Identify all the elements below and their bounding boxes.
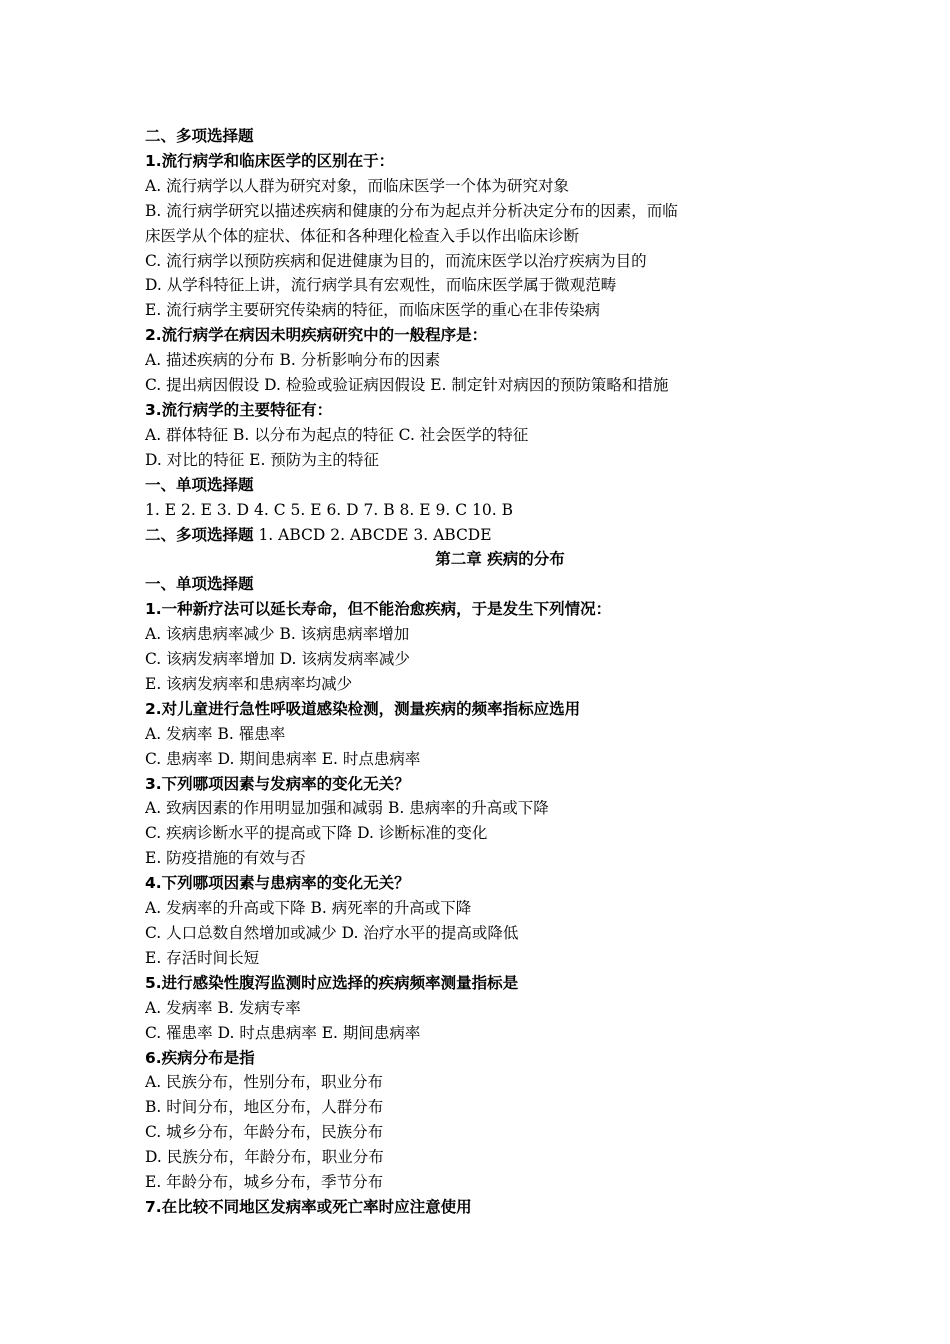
answer-text: 1. ABCD 2. ABCDE 3. ABCDE: [253, 525, 492, 544]
option-line: E. 存活时间长短: [145, 948, 260, 967]
option-line: A. 致病因素的作用明显加强和减弱 B. 患病率的升高或下降: [145, 799, 549, 818]
option-line: B. 时间分布，地区分布，人群分布: [145, 1098, 384, 1117]
question-text: 2.对儿童进行急性呼吸道感染检测，测量疾病的频率指标应选用: [145, 699, 581, 718]
option-line: A. 民族分布，性别分布，职业分布: [145, 1073, 384, 1092]
question-text: 3.下列哪项因素与发病率的变化无关？: [145, 774, 410, 793]
option-line: C. 疾病诊断水平的提高或下降 D. 诊断标准的变化: [145, 824, 488, 843]
option-line: C. 人口总数自然增加或减少 D. 治疗水平的提高或降低: [145, 924, 519, 942]
option-line: E. 该病发病率和患病率均减少: [145, 674, 353, 693]
option-line: 1. E 2. E 3. D 4. C 5. E 6. D 7. B 8. E 9. C 10. B: [145, 500, 513, 519]
option-line: A. 该病患病率减少 B. 该病患病率增加: [145, 625, 410, 644]
option-line: C. 提出病因假设 D. 检验或验证病因假设 E. 制定针对病因的预防策略和措施: [145, 376, 669, 395]
option-line: B. 流行病学研究以描述疾病和健康的分布为起点并分析决定分布的因素，而临: [145, 201, 678, 220]
option-line: A. 发病率 B. 发病专率: [145, 998, 301, 1017]
option-line: C. 流行病学以预防疾病和促进健康为目的，而流床医学以治疗疾病为目的: [145, 251, 647, 270]
question-text: 2.流行病学在病因未明疾病研究中的一般程序是：: [145, 326, 488, 345]
option-line: A. 发病率的升高或下降 B. 病死率的升高或下降: [145, 899, 472, 918]
answer-line: [145, 523, 815, 548]
section-heading: 一、单项选择题: [145, 475, 254, 494]
section-heading: 二、多项选择题: [145, 127, 254, 145]
option-line: D. 民族分布，年龄分布，职业分布: [145, 1148, 384, 1167]
option-line: C. 患病率 D. 期间患病率 E. 时点患病率: [145, 749, 421, 768]
section-heading: 二、多项选择题: [145, 525, 254, 544]
question-text: 6.疾病分布是指: [145, 1048, 255, 1067]
option-line: D. 从学科特征上讲，流行病学具有宏观性，而临床医学属于微观范畴: [145, 276, 617, 295]
option-line: A. 群体特征 B. 以分布为起点的特征 C. 社会医学的特征: [145, 425, 529, 444]
option-line: C. 城乡分布，年龄分布，民族分布: [145, 1123, 384, 1142]
document-body: [145, 124, 815, 1220]
option-line: A. 描述疾病的分布 B. 分析影响分布的因素: [145, 351, 441, 370]
section-heading: 一、单项选择题: [145, 575, 254, 594]
option-line: C. 该病发病率增加 D. 该病发病率减少: [145, 650, 410, 669]
question-text: 3.流行病学的主要特征有：: [145, 400, 333, 419]
option-line: E. 防疫措施的有效与否: [145, 849, 306, 868]
option-line: D. 对比的特征 E. 预防为主的特征: [145, 450, 379, 469]
question-text: 7.在比较不同地区发病率或死亡率时应注意使用: [145, 1197, 472, 1216]
option-line: A. 发病率 B. 罹患率: [145, 724, 286, 743]
chapter-title: 第二章 疾病的分布: [435, 550, 565, 569]
option-line: C. 罹患率 D. 时点患病率 E. 期间患病率: [145, 1023, 421, 1042]
option-line: 床医学从个体的症状、体征和各种理化检查入手以作出临床诊断: [145, 226, 580, 245]
option-line: E. 年龄分布，城乡分布，季节分布: [145, 1173, 384, 1192]
question-text: 1.流行病学和临床医学的区别在于：: [145, 151, 395, 170]
question-text: 4.下列哪项因素与患病率的变化无关？: [145, 874, 410, 893]
question-text: 1.一种新疗法可以延长寿命，但不能治愈疾病，于是发生下列情况：: [145, 600, 612, 619]
question-text: 5.进行感染性腹泻监测时应选择的疾病频率测量指标是: [145, 973, 519, 992]
option-line: E. 流行病学主要研究传染病的特征，而临床医学的重心在非传染病: [145, 301, 601, 320]
option-line: A. 流行病学以人群为研究对象，而临床医学一个体为研究对象: [145, 176, 570, 195]
